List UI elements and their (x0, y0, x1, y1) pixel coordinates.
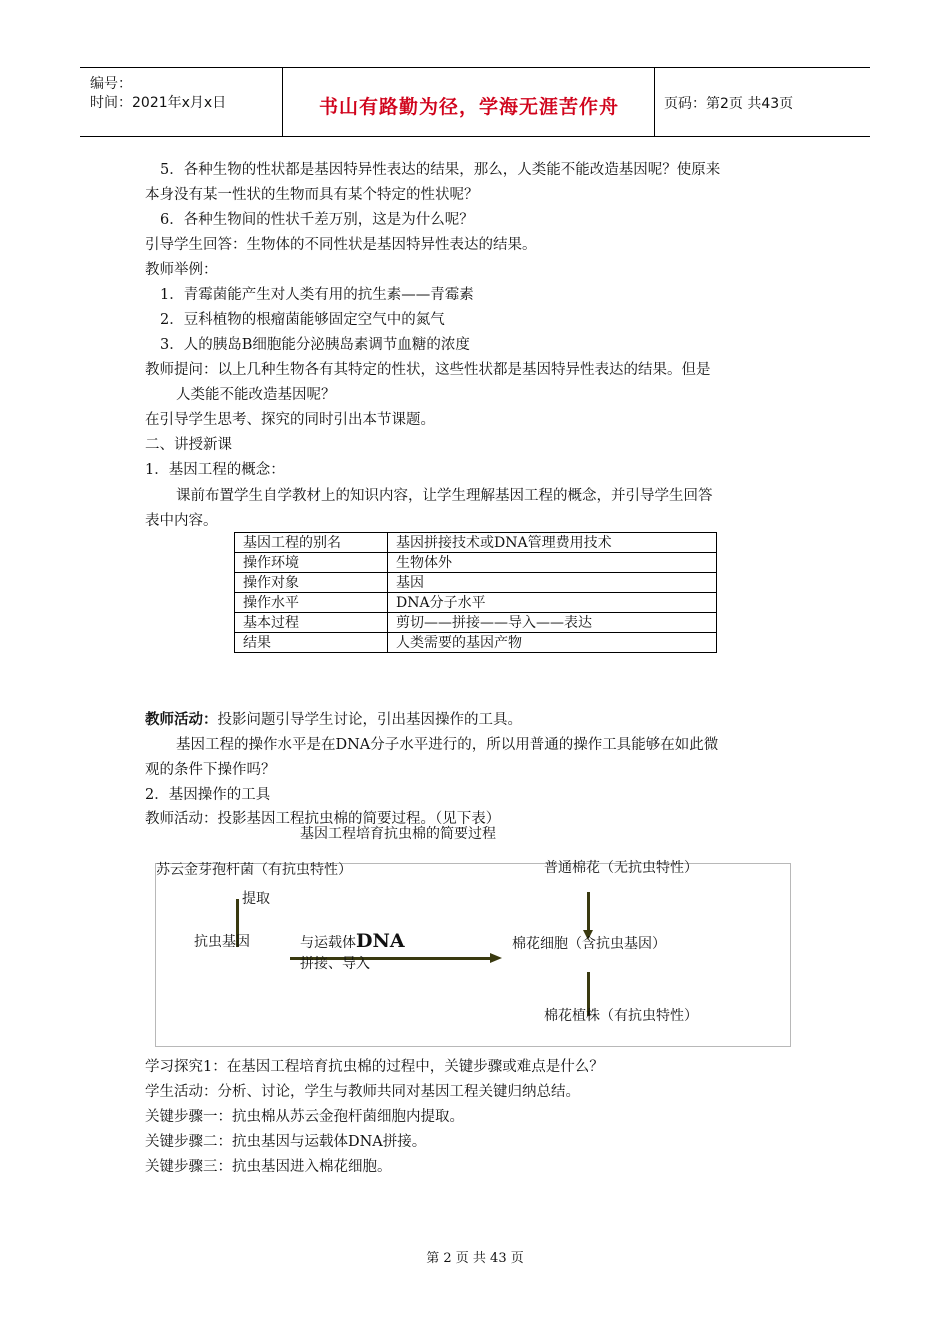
cotton-label: 普通棉花（无抗虫特性） (544, 860, 698, 876)
table-value-cell: 剪切——拼接——导入——表达 (388, 613, 717, 633)
paragraph-line: 教师举例： (145, 262, 218, 278)
page-label: 页码：第2页 共43页 (664, 96, 794, 112)
list-item: 2．豆科植物的根瘤菌能够固定空气中的氮气 (160, 312, 445, 328)
cotton-arrow (587, 892, 590, 934)
paragraph-line: 课前布置学生自学教材上的知识内容，让学生理解基因工程的概念，并引导学生回答 (176, 488, 713, 504)
paragraph-line: 6．各种生物间的性状千差万别，这是为什么呢？ (160, 212, 474, 228)
paragraph-line: 5．各种生物的性状都是基因特异性表达的结果，那么，人类能不能改造基因呢？使原来 (160, 162, 721, 178)
list-item: 1．青霉菌能产生对人类有用的抗生素——青霉素 (160, 287, 474, 303)
paragraph-line: 本身没有某一性状的生物而具有某个特定的性状呢？ (145, 187, 479, 203)
paragraph-line: 教师提问：以上几种生物各有其特定的性状，这些性状都是基因特异性表达的结果。但是 (145, 362, 711, 378)
table-key-cell: 结果 (235, 633, 388, 653)
paragraph-line: 表中内容。 (145, 513, 218, 529)
table-row (235, 613, 717, 633)
paragraph-line: 学习探究1：在基因工程培育抗虫棉的过程中，关键步骤或难点是什么？ (145, 1059, 604, 1075)
table-value-cell: 基因拼接技术或DNA管理费用技术 (388, 533, 717, 553)
table-row (235, 533, 717, 553)
vector-label: 与运载体DNA (300, 930, 405, 952)
table-key-cell: 基本过程 (235, 613, 388, 633)
table-key-cell: 基因工程的别名 (235, 533, 388, 553)
date-label: 时间：2021年x月x日 (90, 95, 227, 111)
table-row (235, 553, 717, 573)
table-key-cell: 操作环境 (235, 553, 388, 573)
plant-label: 棉花植株（有抗虫特性） (544, 1008, 698, 1024)
paragraph-line: 关键步骤一：抗虫棉从苏云金孢杆菌细胞内提取。 (145, 1109, 464, 1125)
motto: 书山有路勤为径，学海无涯苦作舟 (318, 96, 619, 118)
diagram-title: 基因工程培育抗虫棉的简要过程 (300, 826, 496, 842)
teacher-activity-label: 教师活动： (145, 712, 218, 728)
paragraph-line: 教师活动：投影基因工程抗虫棉的简要过程。（见下表） (145, 811, 501, 827)
number-label: 编号： (90, 76, 132, 92)
extract-label: 提取 (242, 891, 270, 907)
paragraph-line: 关键步骤三：抗虫基因进入棉花细胞。 (145, 1159, 392, 1175)
page-header (80, 67, 870, 137)
paragraph-line: 学生活动：分析、讨论，学生与教师共同对基因工程关键归纳总结。 (145, 1084, 580, 1100)
paragraph-line: 关键步骤二：抗虫基因与运载体DNA拼接。 (145, 1134, 427, 1150)
table-value-cell: DNA分子水平 (388, 593, 717, 613)
process-diagram (155, 860, 791, 1047)
table-key-cell: 操作水平 (235, 593, 388, 613)
paragraph-line: 人类能不能改造基因呢？ (176, 387, 336, 403)
subsection-heading: 1．基因工程的概念： (145, 462, 285, 478)
bacterium-label: 苏云金芽孢杆菌（有抗虫特性） (156, 862, 352, 878)
table-value-cell: 人类需要的基因产物 (388, 633, 717, 653)
paragraph-line: 引导学生回答：生物体的不同性状是基因特异性表达的结果。 (145, 237, 537, 253)
arrow-right-icon (490, 953, 502, 963)
table-row (235, 633, 717, 653)
gene-label: 抗虫基因 (194, 934, 250, 950)
paragraph-line: 教师活动：投影问题引导学生讨论，引出基因操作的工具。 (145, 712, 522, 728)
table-row (235, 573, 717, 593)
dna-label: DNA (356, 930, 405, 952)
page-footer: 第 2 页 共 43 页 (426, 1251, 524, 1266)
paragraph-line: 基因工程的操作水平是在DNA分子水平进行的，所以用普通的操作工具能够在如此微 (176, 737, 719, 753)
paragraph-line: 观的条件下操作吗？ (145, 762, 276, 778)
section-heading: 二、讲授新课 (145, 437, 232, 453)
splice-label: 拼接、导入 (300, 956, 370, 972)
subsection-heading: 2．基因操作的工具 (145, 787, 271, 803)
paragraph-line: 在引导学生思考、探究的同时引出本节课题。 (145, 412, 435, 428)
concept-table (234, 532, 717, 653)
table-row (235, 593, 717, 613)
list-item: 3．人的胰岛B细胞能分泌胰岛素调节血糖的浓度 (160, 337, 470, 353)
table-key-cell: 操作对象 (235, 573, 388, 593)
table-value-cell: 基因 (388, 573, 717, 593)
cell-label: 棉花细胞（含抗虫基因） (512, 936, 666, 952)
table-value-cell: 生物体外 (388, 553, 717, 573)
